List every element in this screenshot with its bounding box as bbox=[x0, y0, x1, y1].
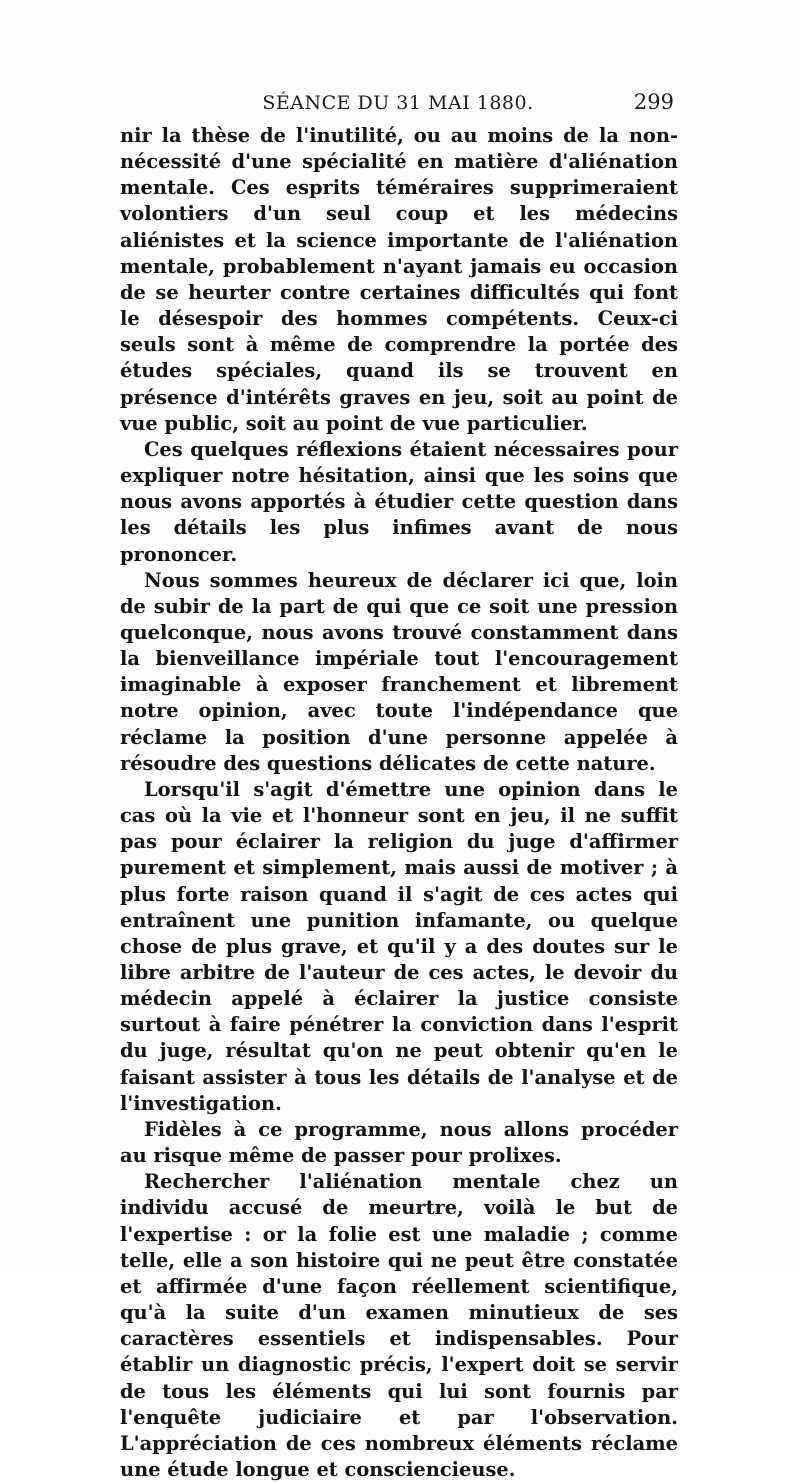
paragraph: Lorsqu'il s'agit d'émettre une opinion dans le cas où la vie et l'honneur sont en jeu, il ne suffit pas pour éclairer la religion du juge d'affirmer purement et simplement, mais aussi de motiver ; à plus forte raison quand il s'agit de ces actes qui entraînent une punition infamante, ou quelque chose de plus grave, et qu'il y a des doutes sur le libre arbitre de l'auteur de ces actes, le devoir du médecin appelé à éclairer la justice consiste surtout à faire pénétrer la conviction dans l'esprit du juge, résultat qu'on ne peut obtenir qu'en le faisant assister à tous les détails de l'analyse et de l'investigation. bbox=[120, 777, 678, 1115]
paragraph: Nous sommes heureux de déclarer ici que, loin de subir de la part de qui que ce soit une pression quelconque, nous avons trouvé constamment dans la bienveillance impériale tout l'encouragement imaginable à exposer franchement et librement notre opinion, avec toute l'indépendance que réclame la position d'une personne appelée à résoudre des questions délicates de cette nature. bbox=[120, 568, 678, 775]
page-number: 299 bbox=[633, 90, 674, 114]
paragraph: Rechercher l'aliénation mentale chez un individu accusé de meurtre, voilà le but de l'expertise : or la folie est une maladie ; comme telle, elle a son histoire qui ne peut être constatée et affirmée d'une façon réellement scientifique, qu'à la suite d'un examen minutieux de ses caractères essentiels et indispensables. Pour établir un diagnostic précis, l'expert doit se servir de tous les éléments qui lui sont fournis par l'enquête judiciaire et par l'observation. L'appréciation de ces nombreux éléments réclame une étude longue et consciencieuse. bbox=[120, 1170, 678, 1481]
paragraph: Fidèles à ce programme, nous allons procéder au risque même de passer pour prolixes. bbox=[120, 1117, 678, 1168]
running-head bbox=[118, 92, 678, 118]
paragraph-continued: nir la thèse de l'inutilité, ou au moins de la non-nécessité d'une spécialité en matière d'aliénation mentale. Ces esprits téméraires supprimeraient volontiers d'un seul coup et les médecins aliénistes et la science importante de l'aliénation mentale, probablement n'ayant jamais eu occasion de se heurter contre certaines difficultés qui font le désespoir des hommes compétents. Ceux-ci seuls sont à même de comprendre la portée des études spéciales, quand ils se trouvent en présence d'intérêts graves en jeu, soit au point de vue public, soit au point de vue particulier. bbox=[120, 124, 678, 435]
paragraph: Ces quelques réflexions étaient nécessaires pour expliquer notre hésitation, ainsi que les soins que nous avons apportés à étudier cette question dans les détails les plus infimes avant de nous prononcer. bbox=[120, 437, 678, 566]
running-title: SÉANCE DU 31 MAI 1880. bbox=[262, 92, 534, 114]
body-text bbox=[120, 123, 678, 1483]
